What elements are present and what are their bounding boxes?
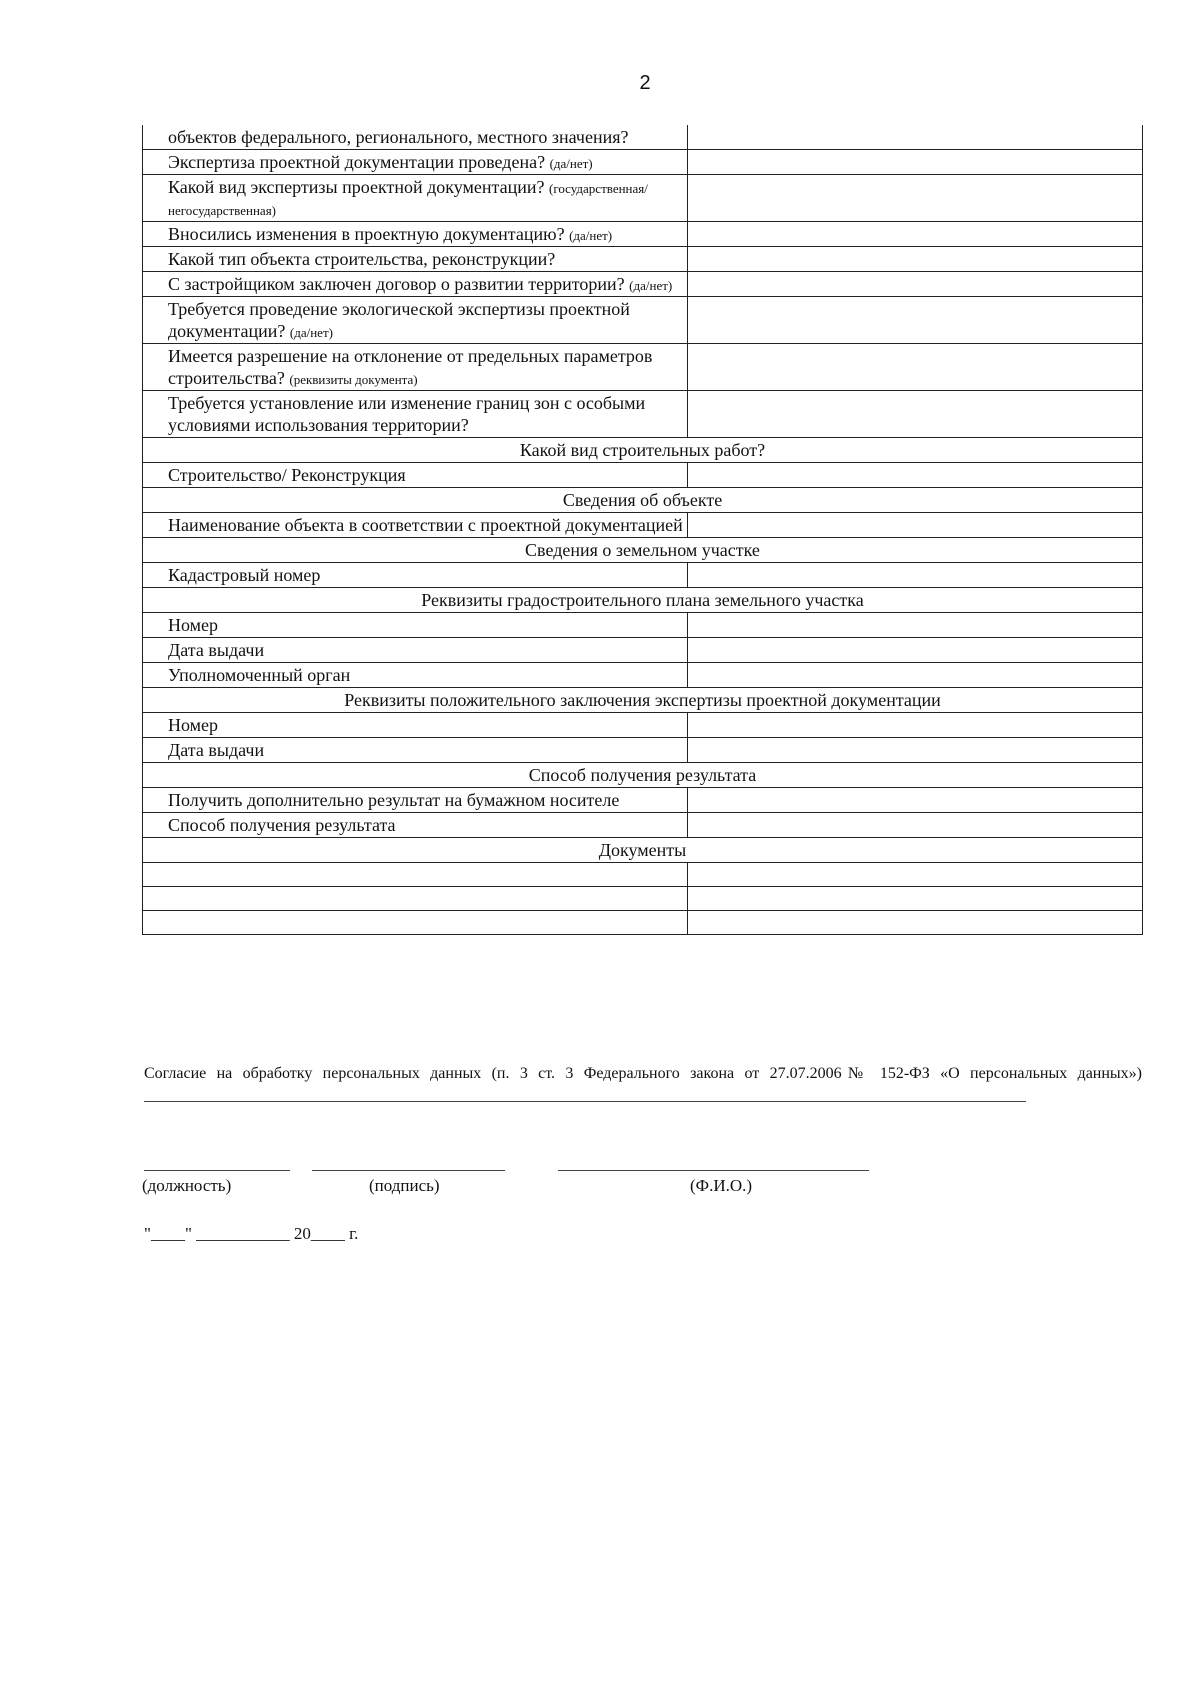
question-text: Дата выдачи — [168, 740, 265, 760]
answer-cell[interactable] — [688, 272, 1143, 297]
personal-data-consent — [144, 1063, 1142, 1109]
signature-line[interactable] — [312, 1170, 505, 1171]
table-row — [143, 738, 1143, 763]
question-cell — [143, 788, 688, 813]
document-value-cell[interactable] — [688, 911, 1143, 935]
question-cell — [143, 638, 688, 663]
table-row — [143, 297, 1143, 344]
section-title: Какой вид строительных работ? — [143, 438, 1143, 463]
table-row — [143, 175, 1143, 222]
consent-text: Согласие на обработку персональных данных (п. 3 ст. 3 Федерального закона от 27.07.2006№ 152-ФЗ «О персональных данных») — [144, 1065, 1142, 1082]
position-label: (должность) — [142, 1176, 232, 1195]
answer-hint: (реквизиты документа) — [289, 372, 418, 387]
question-text: Кадастровый номер — [168, 565, 321, 585]
document-name-cell[interactable] — [143, 863, 688, 887]
answer-cell[interactable] — [688, 391, 1143, 438]
section-header-row — [143, 488, 1143, 513]
table-row — [143, 663, 1143, 688]
table-row — [143, 344, 1143, 391]
question-text: Вносились изменения в проектную документацию? — [168, 224, 565, 244]
question-cell — [143, 563, 688, 588]
question-text: С застройщиком заключен договор о развитии территории? — [168, 274, 625, 294]
question-cell — [143, 738, 688, 763]
position-line[interactable] — [144, 1170, 290, 1171]
question-text: Какой вид экспертизы проектной документации? — [168, 177, 545, 197]
answer-cell[interactable] — [688, 738, 1143, 763]
answer-cell[interactable] — [688, 563, 1143, 588]
table-row — [143, 813, 1143, 838]
table-row — [143, 150, 1143, 175]
table-row — [143, 391, 1143, 438]
answer-cell[interactable] — [688, 297, 1143, 344]
section-title: Документы — [143, 838, 1143, 863]
question-text: Требуется проведение экологической экспертизы проектной документации? — [168, 299, 630, 341]
application-form-table — [142, 125, 1143, 935]
answer-cell[interactable] — [688, 613, 1143, 638]
answer-hint: (да/нет) — [549, 156, 593, 171]
question-text: объектов федерального, регионального, местного значения? — [168, 127, 629, 147]
table-row — [143, 272, 1143, 297]
document-name-cell[interactable] — [143, 887, 688, 911]
table-row — [143, 463, 1143, 488]
section-header-row — [143, 688, 1143, 713]
answer-hint: (да/нет) — [289, 325, 333, 340]
answer-cell[interactable] — [688, 713, 1143, 738]
question-text: Строительство/ Реконструкция — [168, 465, 406, 485]
table-row — [143, 638, 1143, 663]
answer-cell[interactable] — [688, 638, 1143, 663]
question-cell — [143, 272, 688, 297]
table-row — [143, 713, 1143, 738]
section-header-row — [143, 438, 1143, 463]
section-header-row — [143, 838, 1143, 863]
document-value-cell[interactable] — [688, 863, 1143, 887]
section-title: Способ получения результата — [143, 763, 1143, 788]
document-name-cell[interactable] — [143, 911, 688, 935]
question-text: Экспертиза проектной документации проведена? — [168, 152, 546, 172]
date-line: "____" ___________ 20____ г. — [144, 1224, 359, 1243]
table-row — [143, 563, 1143, 588]
answer-cell[interactable] — [688, 663, 1143, 688]
question-text: Способ получения результата — [168, 815, 396, 835]
section-header-row — [143, 538, 1143, 563]
answer-cell[interactable] — [688, 513, 1143, 538]
answer-hint: (да/нет) — [569, 228, 613, 243]
question-text: Получить дополнительно результат на бумажном носителе — [168, 790, 620, 810]
section-title: Сведения о земельном участке — [143, 538, 1143, 563]
question-text: Дата выдачи — [168, 640, 265, 660]
answer-cell[interactable] — [688, 125, 1143, 150]
question-text: Номер — [168, 715, 219, 735]
answer-hint: (государственная/негосударственная) — [168, 181, 648, 218]
answer-cell[interactable] — [688, 150, 1143, 175]
page-number: 2 — [639, 72, 651, 94]
table-row — [143, 613, 1143, 638]
signature-label: (подпись) — [369, 1176, 440, 1195]
section-title: Реквизиты градостроительного плана земельного участка — [143, 588, 1143, 613]
answer-cell[interactable] — [688, 344, 1143, 391]
answer-cell[interactable] — [688, 788, 1143, 813]
section-header-row — [143, 588, 1143, 613]
document-value-cell[interactable] — [688, 887, 1143, 911]
question-cell — [143, 663, 688, 688]
question-text: Номер — [168, 615, 219, 635]
question-cell — [143, 513, 688, 538]
question-cell — [143, 813, 688, 838]
question-cell — [143, 713, 688, 738]
table-row — [143, 788, 1143, 813]
section-header-row — [143, 763, 1143, 788]
consent-signature-line[interactable] — [144, 1085, 1026, 1102]
question-text: Имеется разрешение на отклонение от предельных параметров строительства? — [168, 346, 653, 388]
question-cell — [143, 463, 688, 488]
question-cell — [143, 125, 688, 150]
answer-cell[interactable] — [688, 463, 1143, 488]
blank-row — [143, 911, 1143, 935]
question-cell — [143, 247, 688, 272]
question-cell — [143, 222, 688, 247]
question-cell — [143, 175, 688, 222]
section-title: Реквизиты положительного заключения экспертизы проектной документации — [143, 688, 1143, 713]
full-name-line[interactable] — [558, 1170, 869, 1171]
full-name-label: (Ф.И.О.) — [690, 1176, 753, 1195]
answer-hint: (да/нет) — [629, 278, 673, 293]
table-row — [143, 247, 1143, 272]
answer-cell[interactable] — [688, 175, 1143, 222]
question-text: Требуется установление или изменение границ зон с особыми условиями использования территории? — [168, 393, 646, 435]
section-title: Сведения об объекте — [143, 488, 1143, 513]
question-cell — [143, 613, 688, 638]
table-row — [143, 513, 1143, 538]
answer-cell[interactable] — [688, 813, 1143, 838]
question-text: Уполномоченный орган — [168, 665, 351, 685]
question-cell — [143, 344, 688, 391]
blank-row — [143, 863, 1143, 887]
blank-row — [143, 887, 1143, 911]
answer-cell[interactable] — [688, 222, 1143, 247]
question-text: Наименование объекта в соответствии с проектной документацией — [168, 515, 683, 535]
answer-cell[interactable] — [688, 247, 1143, 272]
question-cell — [143, 150, 688, 175]
question-cell — [143, 391, 688, 438]
question-text: Какой тип объекта строительства, реконструкции? — [168, 249, 556, 269]
question-cell — [143, 297, 688, 344]
table-row — [143, 125, 1143, 150]
table-row — [143, 222, 1143, 247]
